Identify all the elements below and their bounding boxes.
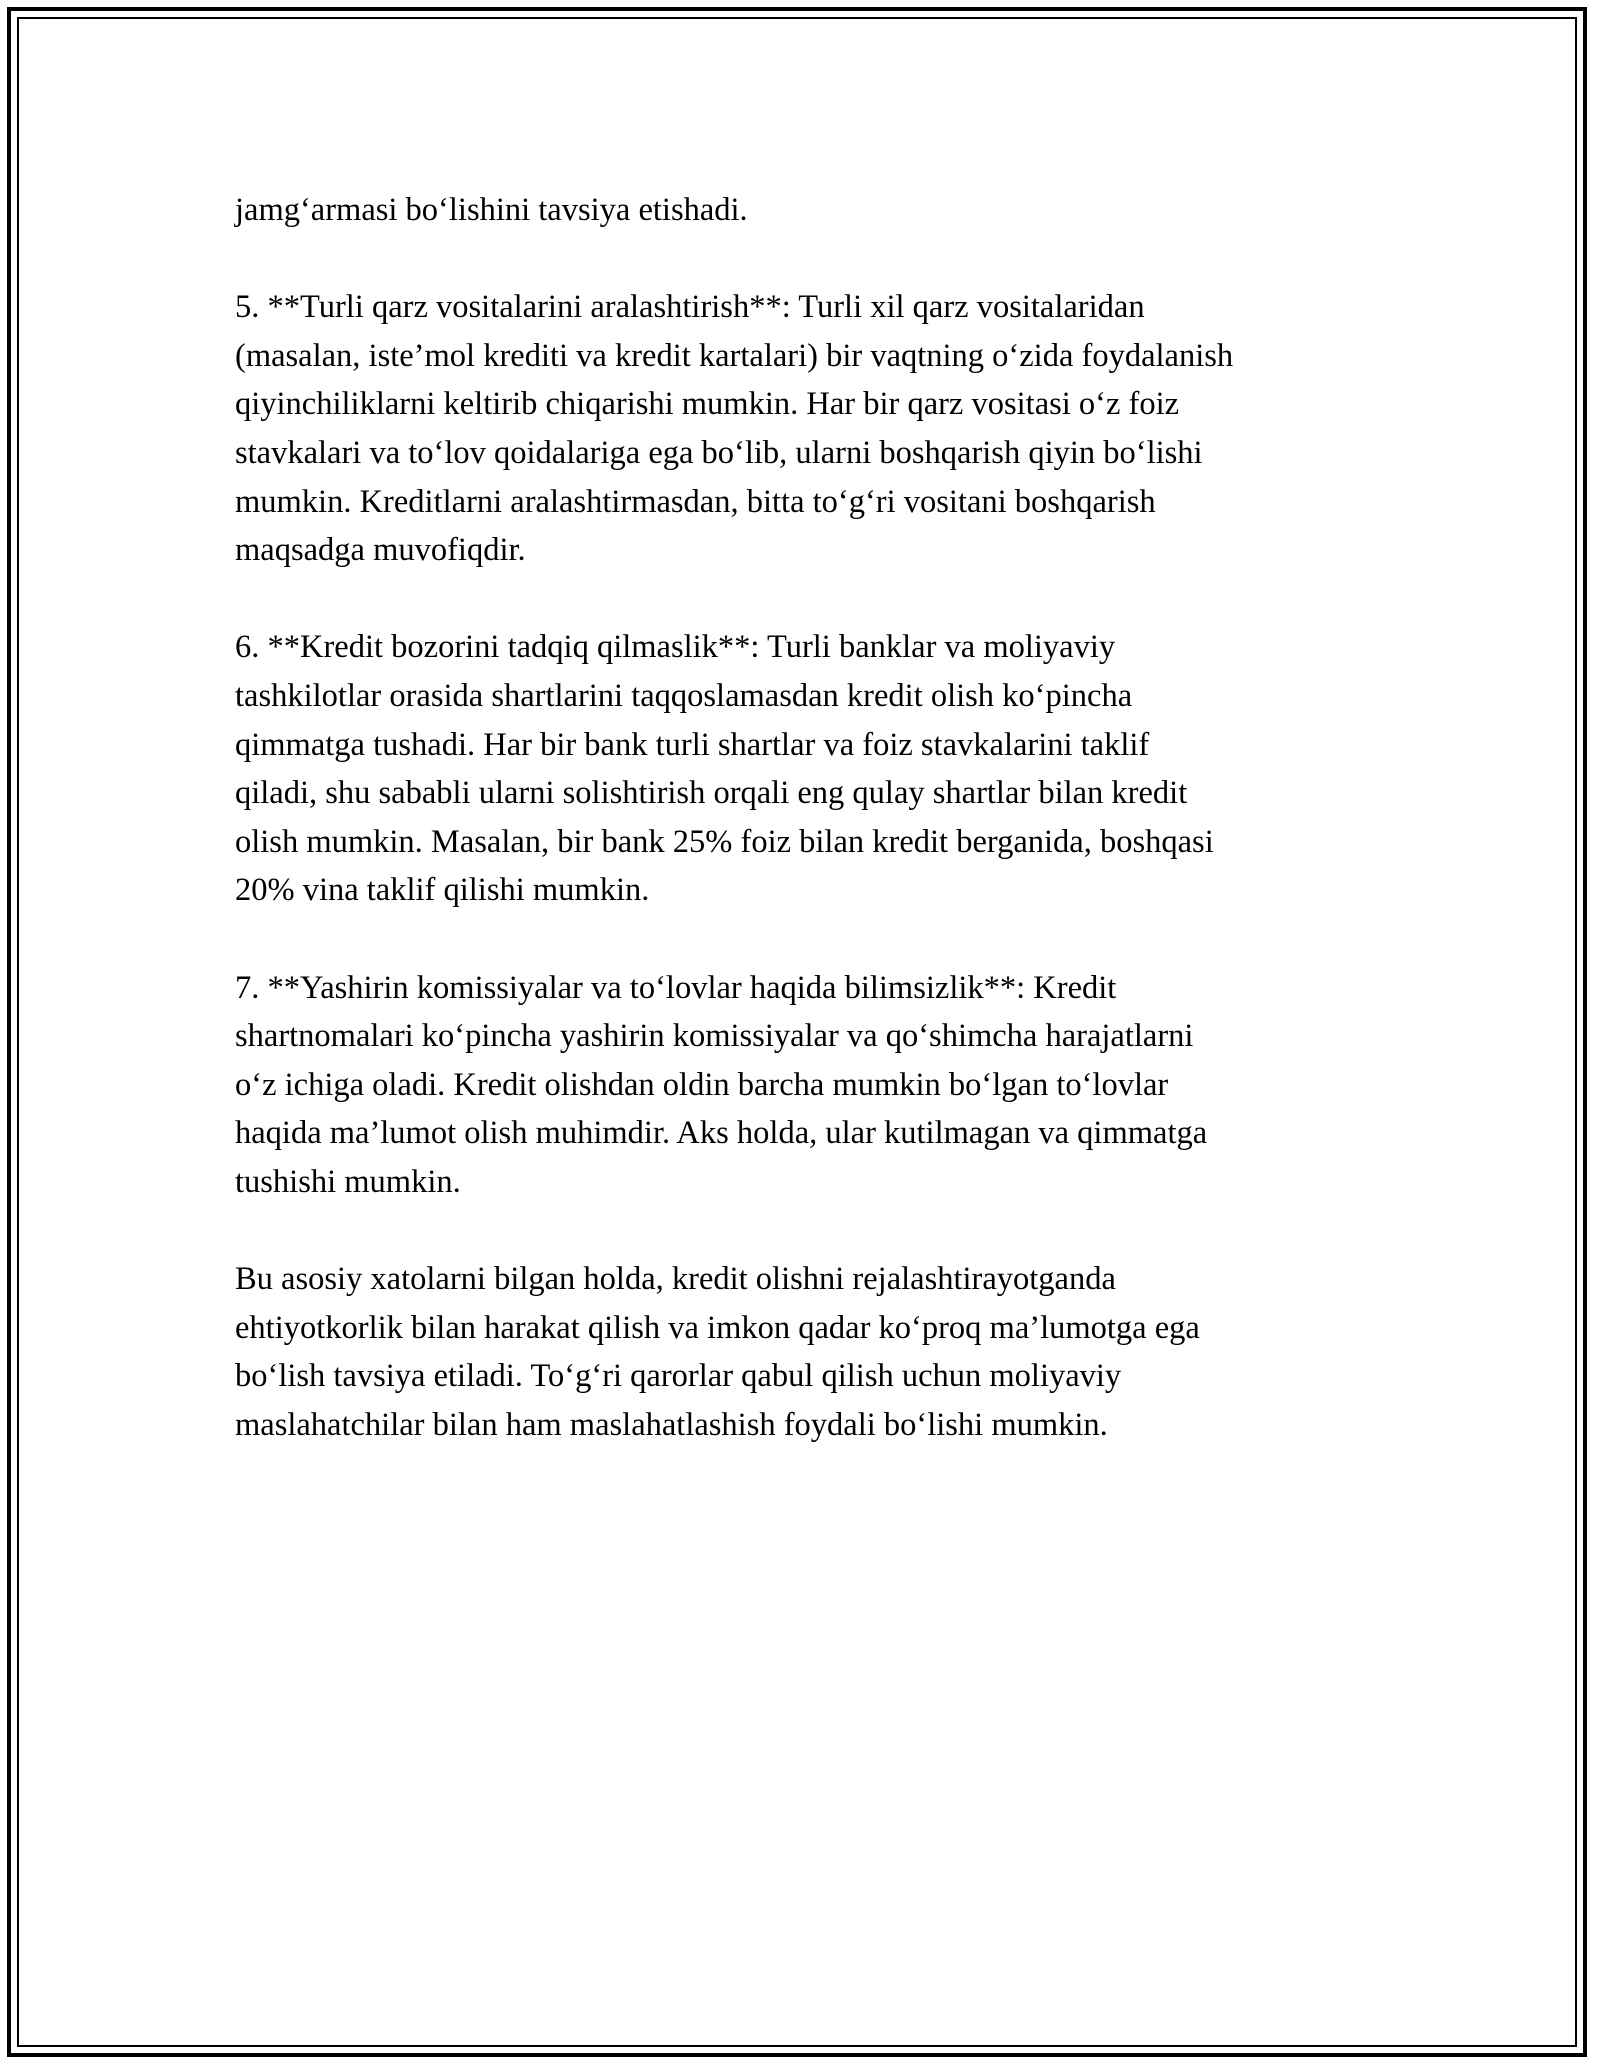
document-body — [235, 186, 1385, 1498]
paragraph-conclusion: Bu asosiy xatolarni bilgan holda, kredit olishni rejalashtirayotganda ehtiyotkorlik bilan harakat qilish va imkon qadar ko‘proq ma’lumotga ega bo‘lish tavsiya etiladi. To‘g‘ri qarorlar qabul qilish uchun moliyaviy maslahatchilar bilan ham maslahatlashish foydali bo‘lishi mumkin. — [235, 1261, 1200, 1443]
paragraph-item-5: 5. **Turli qarz vositalarini aralashtirish**: Turli xil qarz vositalaridan (masalan, iste’mol krediti va kredit kartalari) bir vaqtning o‘zida foydalanish qiyinchiliklarni keltirib chiqarishi mumkin. Har bir qarz vositasi o‘z foiz stavkalari va to‘lov qoidalariga ega bo‘lib, ularni boshqarish qiyin bo‘lishi mumkin. Kreditlarni aralashtirmasdan, bitta to‘g‘ri vositani boshqarish maqsadga muvofiqdir. — [235, 289, 1234, 569]
paragraph-item-6: 6. **Kredit bozorini tadqiq qilmaslik**: Turli banklar va moliyaviy tashkilotlar orasida shartlarini taqqoslamasdan kredit olish ko‘pincha qimmatga tushadi. Har bir bank turli shartlar va foiz stavkalarini taklif qiladi, shu sababli ularni solishtirish orqali eng qulay shartlar bilan kredit olish mumkin. Masalan, bir bank 25% foiz bilan kredit berganida, boshqasi 20% vina taklif qilishi mumkin. — [235, 629, 1214, 909]
paragraph-continuation: jamg‘armasi bo‘lishini tavsiya etishadi. — [235, 192, 748, 228]
paragraph-item-7: 7. **Yashirin komissiyalar va to‘lovlar haqida bilimsizlik**: Kredit shartnomalari ko‘pincha yashirin komissiyalar va qo‘shimcha harajatlarni o‘z ichiga oladi. Kredit olishdan oldin barcha mumkin bo‘lgan to‘lovlar haqida ma’lumot olish muhimdir. Aks holda, ular kutilmagan va qimmatga tushishi mumkin. — [235, 969, 1208, 1200]
